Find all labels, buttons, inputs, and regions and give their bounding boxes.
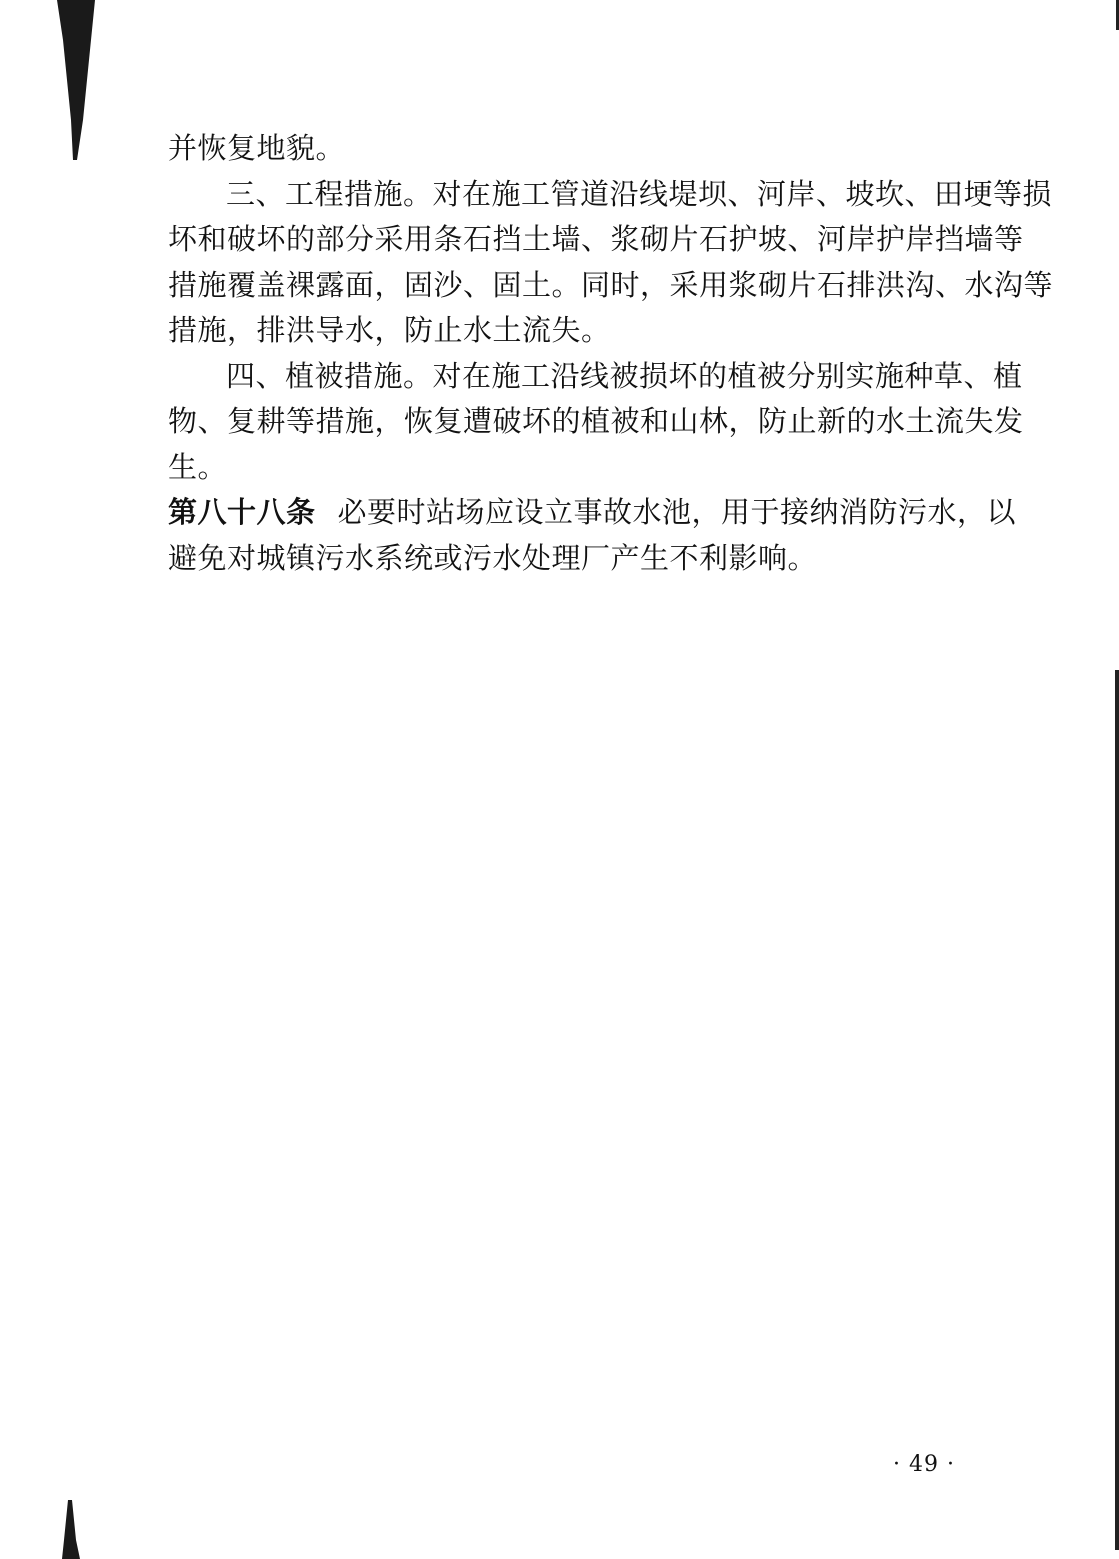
text-line: 坏和破坏的部分采用条石挡土墙、浆砌片石护坡、河岸护岸挡墙等 bbox=[168, 222, 1024, 256]
scan-edge-shadow-right bbox=[1115, 670, 1119, 1550]
text-line: 物、复耕等措施，恢复遭破坏的植被和山林，防止新的水土流失发 bbox=[168, 404, 1024, 438]
text-line-section-3: 三、工程措施。对在施工管道沿线堤坝、河岸、坡坎、田埂等损 bbox=[226, 176, 1053, 211]
page-body bbox=[168, 126, 1054, 581]
text-line: 并恢复地貌。 bbox=[168, 131, 346, 165]
page-number: · 49 · bbox=[893, 1452, 955, 1477]
article-88-line-1 bbox=[168, 490, 1017, 536]
scan-edge-shadow-left-bottom bbox=[60, 1500, 80, 1559]
text-line-section-4: 四、植被措施。对在施工沿线被损坏的植被分别实施种草、植 bbox=[226, 358, 1023, 393]
scan-edge-shadow-left bbox=[55, 0, 105, 160]
text-line: 生。 bbox=[168, 449, 228, 484]
article-text: 必要时站场应设立事故水池，用于接纳消防污水，以 bbox=[337, 495, 1017, 529]
text-line: 措施，排洪导水，防止水土流失。 bbox=[168, 313, 611, 347]
article-88-line-2: 避免对城镇污水系统或污水处理厂产生不利影响。 bbox=[168, 540, 818, 575]
article-heading: 第八十八条 bbox=[168, 495, 316, 529]
text-line: 措施覆盖裸露面，固沙、固土。同时，采用浆砌片石排洪沟、水沟等 bbox=[168, 267, 1054, 302]
